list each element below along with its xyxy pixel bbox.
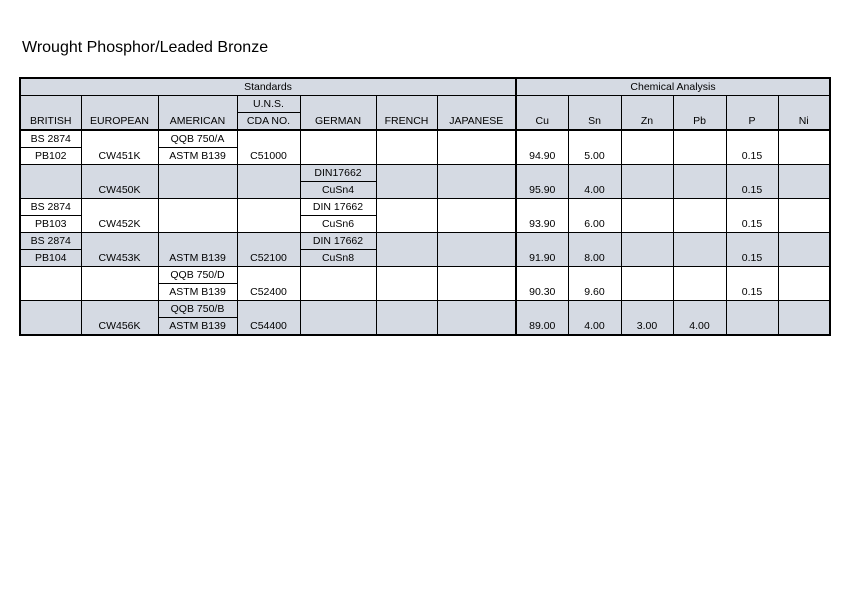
header-sn: Sn [568,113,621,131]
cell-american [158,199,237,216]
table-row [20,148,830,165]
cell-sn [568,130,621,148]
cell-german [300,318,376,336]
cell-american: QQB 750/B [158,301,237,318]
cell-zn [621,182,673,199]
cell-british [20,182,81,199]
header-french: FRENCH [376,113,437,131]
cell-p: 0.15 [726,148,778,165]
cell-cu: 95.90 [516,182,568,199]
cell-german: DIN 17662 [300,233,376,250]
cell-french [376,250,437,267]
cell-pb [673,267,726,284]
cell-p [726,130,778,148]
cell-cda-no [237,233,300,250]
cell-american: ASTM B139 [158,318,237,336]
cell-japanese [437,130,516,148]
cell-british [20,165,81,182]
cell-european [81,130,158,148]
cell-japanese [437,267,516,284]
cell-cda-no: C52400 [237,284,300,301]
cell-french [376,318,437,336]
cell-zn [621,165,673,182]
cell-british [20,301,81,318]
header-german: GERMAN [300,113,376,131]
cell-cu [516,130,568,148]
header-american: AMERICAN [158,113,237,131]
cell-french [376,182,437,199]
cell-cu [516,165,568,182]
cell-japanese [437,233,516,250]
cell-p [726,165,778,182]
header-cu: Cu [516,113,568,131]
cell-zn [621,250,673,267]
page-title: Wrought Phosphor/Leaded Bronze [22,39,269,56]
uns-header: U.N.S. [237,96,300,113]
cell-european [81,165,158,182]
table-row [20,318,830,336]
cell-ni [778,250,830,267]
cell-pb [673,284,726,301]
cell-zn [621,267,673,284]
cell-p [726,267,778,284]
cell-german [300,284,376,301]
cell-ni [778,130,830,148]
cell-cda-no [237,301,300,318]
cell-american: QQB 750/D [158,267,237,284]
cell-pb: 4.00 [673,318,726,336]
header-p: P [726,113,778,131]
cell-british [20,284,81,301]
cell-french [376,130,437,148]
cell-french [376,284,437,301]
header-zn: Zn [621,113,673,131]
cell-french [376,165,437,182]
cell-cda-no: C51000 [237,148,300,165]
cell-p: 0.15 [726,250,778,267]
cell-sn [568,301,621,318]
cell-cu: 94.90 [516,148,568,165]
cell-german [300,148,376,165]
cell-german: CuSn4 [300,182,376,199]
chemical-analysis-group-header: Chemical Analysis [516,78,830,96]
cell-french [376,301,437,318]
cell-cda-no [237,199,300,216]
cell-japanese [437,301,516,318]
cell-german: CuSn8 [300,250,376,267]
cell-japanese [437,216,516,233]
cell-ni [778,148,830,165]
cell-japanese [437,284,516,301]
cell-european: CW456K [81,318,158,336]
cell-p [726,301,778,318]
cell-ni [778,165,830,182]
header-ni: Ni [778,113,830,131]
cell-p [726,199,778,216]
column-header-row-top [20,96,830,113]
cell-zn [621,301,673,318]
cell-p [726,233,778,250]
cell-japanese [437,148,516,165]
cell-zn [621,148,673,165]
cell-zn [621,233,673,250]
cell-british: PB103 [20,216,81,233]
cell-sn: 4.00 [568,318,621,336]
cell-cda-no: C54400 [237,318,300,336]
cell-cda-no [237,267,300,284]
cell-pb [673,148,726,165]
table-row [20,199,830,216]
cell-european: CW453K [81,250,158,267]
cell-cu: 91.90 [516,250,568,267]
cell-cu: 90.30 [516,284,568,301]
cell-german [300,267,376,284]
column-header-row [20,113,830,131]
cell-pb [673,216,726,233]
cell-ni [778,182,830,199]
cell-sn: 4.00 [568,182,621,199]
table-row [20,284,830,301]
cell-british: PB102 [20,148,81,165]
cell-ni [778,301,830,318]
cell-french [376,216,437,233]
group-header-row [20,78,830,96]
cell-pb [673,250,726,267]
standards-group-header: Standards [20,78,516,96]
cell-cu [516,301,568,318]
cell-american: ASTM B139 [158,148,237,165]
cell-japanese [437,318,516,336]
cell-european [81,267,158,284]
cell-japanese [437,165,516,182]
header-british: BRITISH [20,113,81,131]
cell-cu: 93.90 [516,216,568,233]
cell-p: 0.15 [726,182,778,199]
table-row [20,182,830,199]
table-row [20,301,830,318]
cell-german: DIN17662 [300,165,376,182]
cell-cu: 89.00 [516,318,568,336]
cell-ni [778,199,830,216]
table-row [20,250,830,267]
table-row [20,216,830,233]
cell-ni [778,267,830,284]
cell-sn [568,199,621,216]
cell-zn [621,130,673,148]
cell-british: PB104 [20,250,81,267]
cell-zn [621,199,673,216]
cell-pb [673,165,726,182]
cell-european: CW450K [81,182,158,199]
cell-japanese [437,199,516,216]
cell-european [81,284,158,301]
header-pb: Pb [673,113,726,131]
cell-ni [778,233,830,250]
cell-japanese [437,182,516,199]
header-cda-no: CDA NO. [237,113,300,131]
cell-sn [568,233,621,250]
cell-french [376,233,437,250]
cell-sn [568,165,621,182]
cell-sn: 6.00 [568,216,621,233]
cell-german: DIN 17662 [300,199,376,216]
cell-zn [621,216,673,233]
cell-british: BS 2874 [20,199,81,216]
cell-pb [673,182,726,199]
cell-french [376,148,437,165]
cell-p [726,318,778,336]
cell-german: CuSn6 [300,216,376,233]
cell-british [20,318,81,336]
cell-german [300,130,376,148]
header-european: EUROPEAN [81,113,158,131]
cell-french [376,267,437,284]
table-row [20,267,830,284]
cell-cu [516,267,568,284]
cell-sn: 9.60 [568,284,621,301]
cell-cda-no [237,182,300,199]
cell-p: 0.15 [726,216,778,233]
cell-american [158,233,237,250]
cell-american [158,216,237,233]
cell-zn: 3.00 [621,318,673,336]
cell-p: 0.15 [726,284,778,301]
cell-sn: 8.00 [568,250,621,267]
cell-cda-no [237,130,300,148]
cell-european: CW452K [81,216,158,233]
table-row [20,165,830,182]
cell-american [158,182,237,199]
cell-cda-no: C52100 [237,250,300,267]
cell-japanese [437,250,516,267]
bronze-standards-table [19,77,831,336]
cell-british: BS 2874 [20,233,81,250]
cell-sn [568,267,621,284]
cell-pb [673,301,726,318]
cell-zn [621,284,673,301]
cell-cu [516,199,568,216]
cell-french [376,199,437,216]
header-japanese: JAPANESE [437,113,516,131]
cell-american: QQB 750/A [158,130,237,148]
cell-sn: 5.00 [568,148,621,165]
cell-european [81,301,158,318]
cell-ni [778,318,830,336]
table-row [20,130,830,148]
cell-pb [673,199,726,216]
cell-ni [778,216,830,233]
cell-ni [778,284,830,301]
cell-european [81,199,158,216]
cell-pb [673,233,726,250]
cell-cda-no [237,165,300,182]
table-row [20,233,830,250]
cell-pb [673,130,726,148]
cell-european: CW451K [81,148,158,165]
cell-american [158,165,237,182]
cell-british [20,267,81,284]
cell-german [300,301,376,318]
cell-european [81,233,158,250]
cell-british: BS 2874 [20,130,81,148]
cell-cda-no [237,216,300,233]
cell-american: ASTM B139 [158,250,237,267]
cell-american: ASTM B139 [158,284,237,301]
cell-cu [516,233,568,250]
